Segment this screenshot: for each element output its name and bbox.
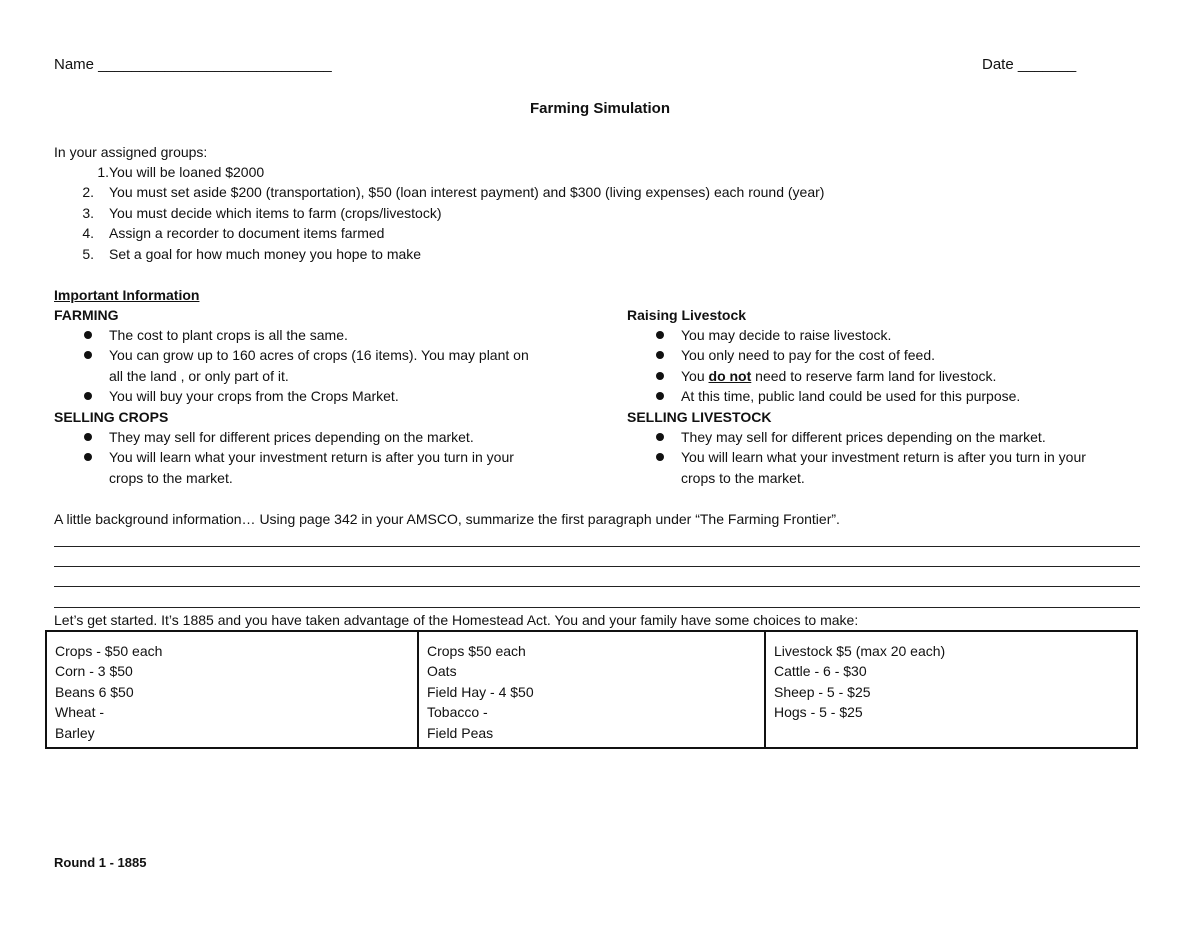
table-cell-line: Field Hay - 4 $50 bbox=[427, 683, 534, 700]
bullet-icon bbox=[84, 453, 92, 461]
table-cell-line: Hogs - 5 - $25 bbox=[774, 704, 863, 721]
date-field-label: Date _______ bbox=[982, 56, 1077, 73]
answer-line[interactable] bbox=[54, 546, 1140, 547]
bullet-text-part: You bbox=[681, 367, 709, 384]
table-cell-line: Beans 6 $50 bbox=[55, 683, 134, 700]
list-item bbox=[627, 345, 1020, 365]
list-item-continuation bbox=[627, 468, 1086, 488]
table-row bbox=[46, 631, 1137, 748]
table-cell-line: Crops - $50 each bbox=[55, 643, 163, 659]
list-item bbox=[627, 427, 1086, 447]
bullet-icon bbox=[656, 453, 664, 461]
bullet-text: You can grow up to 160 acres of crops (16 items). You may plant on bbox=[109, 347, 529, 364]
list-item bbox=[627, 366, 1020, 386]
bullet-text: They may sell for different prices depending on the market. bbox=[109, 429, 474, 445]
list-item bbox=[627, 386, 1020, 406]
step-number: 2. bbox=[82, 184, 94, 201]
bullet-text: You will learn what your investment return is after you turn in your bbox=[109, 449, 514, 466]
step-number: 1. bbox=[97, 164, 109, 180]
bullet-text: At this time, public land could be used for this purpose. bbox=[681, 388, 1021, 405]
bullet-icon bbox=[656, 351, 664, 359]
important-heading: Important Information bbox=[54, 287, 200, 303]
livestock-list bbox=[627, 325, 1020, 407]
emphasis-text: do not bbox=[708, 367, 752, 384]
step-item bbox=[54, 203, 442, 223]
bullet-text: You will learn what your investment return is after you turn in your bbox=[681, 449, 1086, 466]
selling-crops-heading: SELLING CROPS bbox=[54, 409, 169, 425]
list-item-continuation bbox=[54, 366, 529, 386]
bullet-text: crops to the market. bbox=[681, 469, 805, 486]
list-item bbox=[627, 325, 1020, 345]
selling-crops-list bbox=[54, 427, 514, 488]
step-text: You will be loaned $2000 bbox=[109, 164, 265, 180]
bullet-text: The cost to plant crops is all the same. bbox=[109, 327, 348, 343]
bullet-icon bbox=[656, 433, 664, 441]
list-item bbox=[54, 427, 514, 447]
table-cell-line: Livestock $5 (max 20 each) bbox=[774, 643, 946, 659]
bullet-icon bbox=[656, 392, 664, 400]
table-cell-line: Tobacco - bbox=[427, 704, 488, 721]
list-item bbox=[54, 447, 514, 467]
step-text: Assign a recorder to document items farmed bbox=[109, 225, 385, 242]
round-label: Round 1 - 1885 bbox=[54, 855, 147, 870]
table-cell-line: Sheep - 5 - $25 bbox=[774, 683, 871, 700]
table-cell-line: Cattle - 6 - $30 bbox=[774, 663, 867, 680]
bullet-text: all the land , or only part of it. bbox=[109, 367, 289, 384]
bullet-icon bbox=[84, 351, 92, 359]
page-title: Farming Simulation bbox=[529, 100, 670, 117]
table-cell-line: Crops $50 each bbox=[427, 643, 526, 659]
bullet-icon bbox=[656, 331, 664, 339]
step-item bbox=[54, 223, 385, 243]
bullet-text: You only need to pay for the cost of feed. bbox=[681, 347, 935, 364]
bullet-text: They may sell for different prices depending on the market. bbox=[681, 429, 1046, 445]
intro-text: In your assigned groups: bbox=[54, 144, 208, 160]
step-item bbox=[54, 182, 825, 202]
answer-line[interactable] bbox=[54, 586, 1140, 587]
background-prompt: A little background information… Using page 342 in your AMSCO, summarize the first paragraph under “The Farming Frontier”. bbox=[54, 511, 840, 527]
selling-livestock-heading: SELLING LIVESTOCK bbox=[627, 409, 772, 425]
bullet-icon bbox=[84, 331, 92, 339]
name-field-label: Name ____________________________ bbox=[54, 56, 332, 73]
step-item bbox=[54, 162, 265, 182]
bullet-text: crops to the market. bbox=[109, 469, 233, 486]
list-item bbox=[54, 386, 529, 406]
table-cell-line: Wheat - bbox=[55, 704, 105, 721]
step-number: 3. bbox=[82, 204, 94, 221]
table-cell-line: Corn - 3 $50 bbox=[55, 663, 133, 680]
step-text: You must set aside $200 (transportation), $50 (loan interest payment) and $300 (living expenses) each round (year) bbox=[109, 184, 825, 201]
started-text: Let’s get started. It’s 1885 and you have taken advantage of the Homestead Act. You and your family have some choices to make: bbox=[54, 612, 859, 628]
answer-line[interactable] bbox=[54, 607, 1140, 608]
bullet-icon bbox=[84, 392, 92, 400]
step-text: Set a goal for how much money you hope to make bbox=[109, 245, 422, 262]
livestock-heading: Raising Livestock bbox=[627, 307, 747, 323]
farming-heading: FARMING bbox=[54, 307, 119, 323]
bullet-icon bbox=[656, 372, 664, 380]
livestock-column bbox=[765, 631, 1137, 748]
table-cell-line: Oats bbox=[427, 663, 457, 680]
crops-column-2 bbox=[418, 631, 765, 748]
list-item bbox=[627, 447, 1086, 467]
choices-table bbox=[45, 630, 1138, 749]
table-cell-line: Field Peas bbox=[427, 724, 494, 741]
table-cell-line: Barley bbox=[55, 724, 95, 741]
step-text: You must decide which items to farm (crops/livestock) bbox=[109, 204, 442, 221]
bullet-text: You will buy your crops from the Crops Market. bbox=[109, 388, 399, 405]
farming-list bbox=[54, 325, 529, 407]
crops-column-1 bbox=[46, 631, 418, 748]
answer-line[interactable] bbox=[54, 566, 1140, 567]
bullet-text-part: need to reserve farm land for livestock. bbox=[751, 367, 997, 384]
bullet-text bbox=[681, 368, 996, 384]
selling-livestock-list bbox=[627, 427, 1086, 488]
step-item bbox=[54, 244, 422, 264]
steps-list bbox=[54, 162, 825, 264]
list-item bbox=[54, 345, 529, 365]
list-item-continuation bbox=[54, 468, 514, 488]
step-number: 4. bbox=[82, 225, 94, 242]
step-number: 5. bbox=[82, 245, 94, 262]
list-item bbox=[54, 325, 529, 345]
bullet-text: You may decide to raise livestock. bbox=[681, 327, 892, 343]
bullet-icon bbox=[84, 433, 92, 441]
